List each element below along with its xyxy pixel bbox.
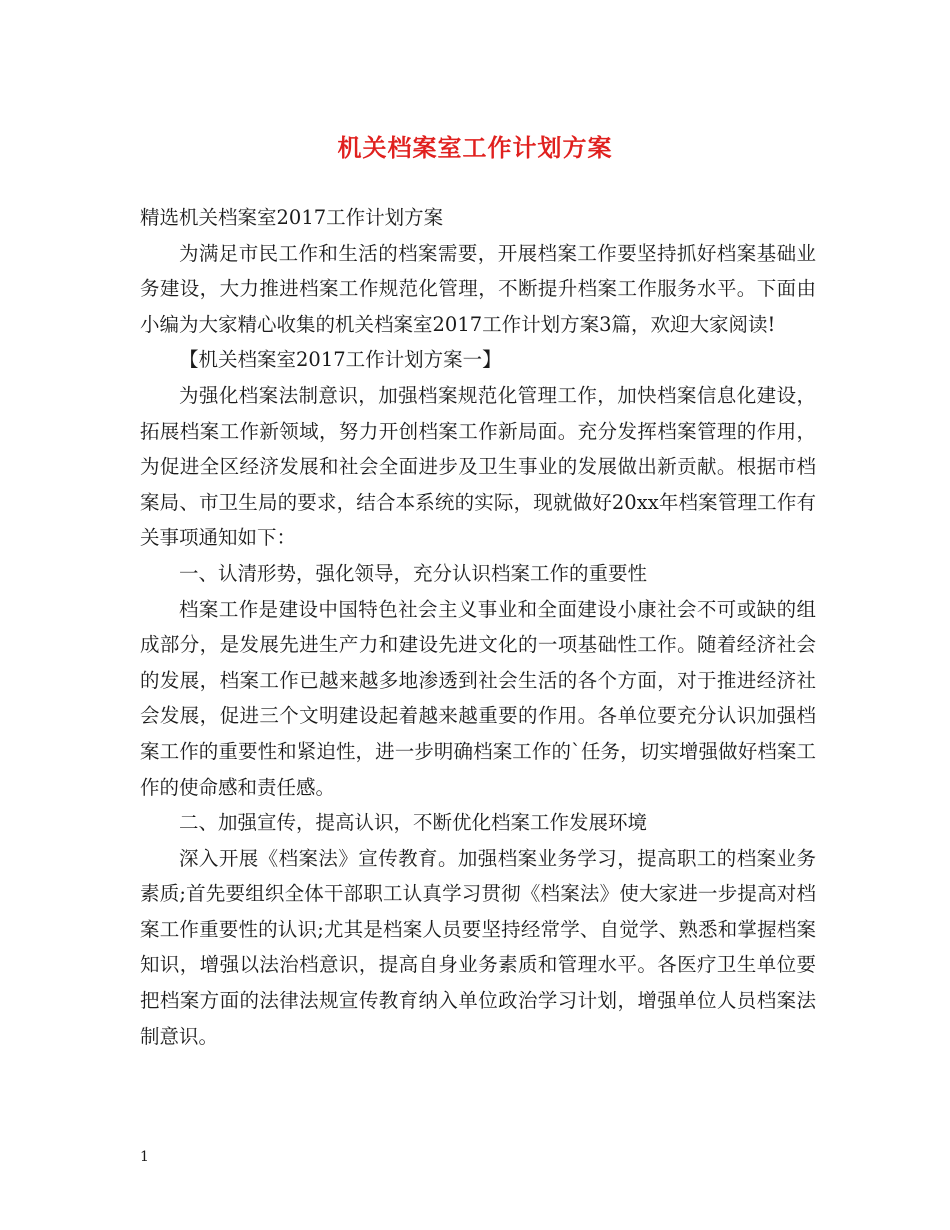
section-heading-two: 二、加强宣传，提高认识，不断优化档案工作发展环境 bbox=[179, 811, 648, 835]
document-body bbox=[140, 200, 816, 1054]
section-heading-one: 一、认清形势，强化领导，充分认识档案工作的重要性 bbox=[179, 561, 648, 585]
page-number: 1 bbox=[140, 1149, 149, 1165]
section-heading-plan-one: 【机关档案室2017工作计划方案一】 bbox=[179, 348, 502, 372]
intro-paragraph: 为满足市民工作和生活的档案需要，开展档案工作要坚持抓好档案基础业务建设，大力推进档案工作规范化管理，不断提升档案工作服务水平。下面由小编为大家精心收集的机关档案室2017工作计划方案3篇，欢迎大家阅读! bbox=[140, 241, 816, 336]
document-title: 机关档案室工作计划方案 bbox=[337, 133, 613, 162]
subtitle-line: 精选机关档案室2017工作计划方案 bbox=[140, 206, 444, 229]
section-one-paragraph: 档案工作是建设中国特色社会主义事业和全面建设小康社会不可或缺的组成部分，是发展先进生产力和建设先进文化的一项基础性工作。随着经济社会的发展，档案工作已越来越多地渗透到社会生活的各个方面，对于推进经济社会发展，促进三个文明建设起着越来越重要的作用。各单位要充分认识加强档案工作的重要性和紧迫性，进一步明确档案工作的`任务，切实增强做好档案工作的使命感和责任感。 bbox=[140, 597, 816, 799]
plan-one-paragraph: 为强化档案法制意识，加强档案规范化管理工作，加快档案信息化建设，拓展档案工作新领域，努力开创档案工作新局面。充分发挥档案管理的作用，为促进全区经济发展和社会全面进步及卫生事业的发展做出新贡献。根据市档案局、市卫生局的要求，结合本系统的实际，现就做好20xx年档案管理工作有关事项通知如下： bbox=[140, 383, 816, 550]
section-two-paragraph: 深入开展《档案法》宣传教育。加强档案业务学习，提高职工的档案业务素质;首先要组织全体干部职工认真学习贯彻《档案法》使大家进一步提高对档案工作重要性的认识;尤其是档案人员要坚持经常学、自觉学、熟悉和掌握档案知识，增强以法治档意识，提高自身业务素质和管理水平。各医疗卫生单位要把档案方面的法律法规宣传教育纳入单位政治学习计划，增强单位人员档案法制意识。 bbox=[140, 846, 816, 1048]
